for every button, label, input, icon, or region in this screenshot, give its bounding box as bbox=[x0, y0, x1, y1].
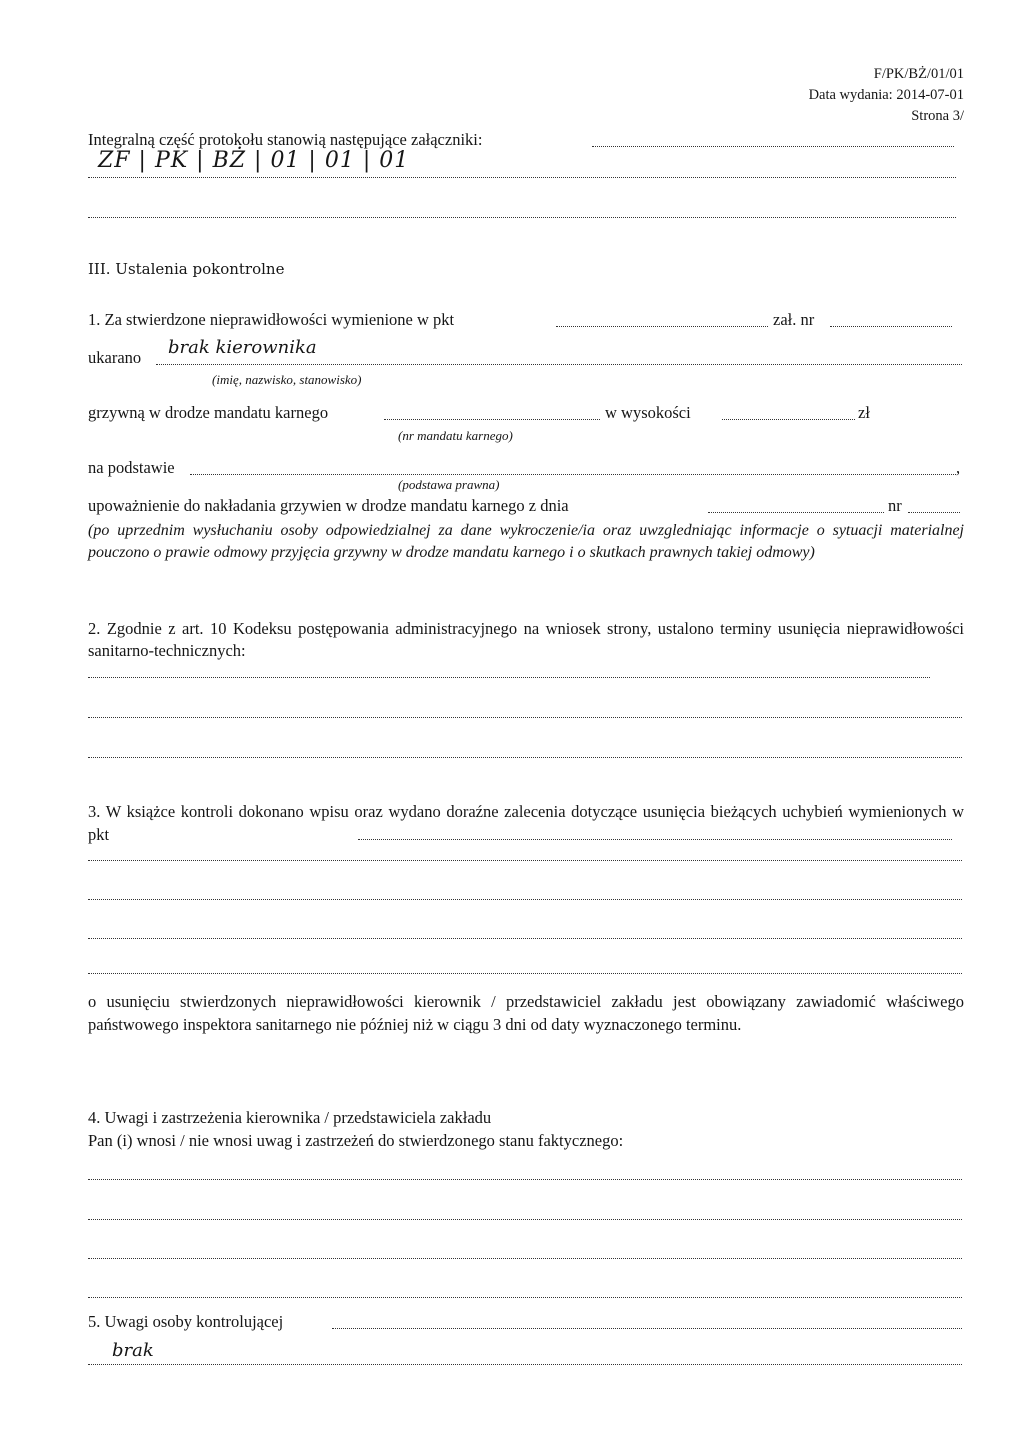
amount-label: w wysokości bbox=[605, 403, 691, 422]
page-number: Strona 3/ bbox=[911, 108, 964, 124]
attachments-line-1 bbox=[88, 177, 956, 178]
authorization-nr-line bbox=[908, 512, 960, 513]
section-title: III. Ustalenia pokontrolne bbox=[88, 260, 285, 278]
basis-label: na podstawie bbox=[88, 458, 175, 477]
basis-caption: (podstawa prawna) bbox=[398, 477, 500, 492]
notify-text: o usunięciu stwierdzonych nieprawidłowości kierownik / przedstawiciel zakładu jest obowiązany zawiadomić właściwego państwowego inspektora sanitarnego nie później niż w ciągu 3 dni od daty wyznaczonego terminu. bbox=[88, 992, 964, 1034]
item3-line-2 bbox=[88, 899, 962, 900]
item2-text: 2. Zgodnie z art. 10 Kodeksu postępowania administracyjnego na wniosek strony, ustalono terminy usunięcia nieprawidłowości sanitarno-technicznych: bbox=[88, 619, 964, 660]
attachments-line-2 bbox=[88, 217, 956, 218]
item4-line-4 bbox=[88, 1297, 962, 1298]
punished-line bbox=[156, 364, 962, 365]
attachments-label: Integralną część protokołu stanowią następujące załączniki: bbox=[88, 130, 483, 149]
item3-text: 3. W książce kontroli dokonano wpisu oraz wydano doraźne zalecenia dotyczące usunięcia bieżących uchybień wymienionych w pkt bbox=[88, 802, 964, 844]
item3-line-1 bbox=[88, 860, 962, 861]
item4-line-2 bbox=[88, 1219, 962, 1220]
item2-line-1 bbox=[88, 677, 930, 678]
person-caption: (imię, nazwisko, stanowisko) bbox=[212, 372, 362, 387]
fine-text: grzywną w drodze mandatu karnego bbox=[88, 403, 329, 422]
item1-pkt-line bbox=[556, 326, 768, 327]
issue-date: Data wydania: 2014-07-01 bbox=[808, 87, 964, 103]
authorization-date-line bbox=[708, 512, 884, 513]
item4-text: Pan (i) wnosi / nie wnosi uwag i zastrzeżeń do stwierdzonego stanu faktycznego: bbox=[88, 1131, 624, 1150]
item4-title: 4. Uwagi i zastrzeżenia kierownika / przedstawiciela zakładu bbox=[88, 1108, 492, 1127]
basis-comma: , bbox=[956, 458, 961, 477]
form-code: F/PK/BŻ/01/01 bbox=[873, 66, 964, 82]
item3-line-3 bbox=[88, 938, 962, 939]
attachments-handwritten: ZF | PK | BŻ | 01 | 01 | 01 bbox=[98, 148, 410, 173]
item1-att-line bbox=[830, 326, 952, 327]
amount-line bbox=[722, 419, 855, 420]
item2-line-2 bbox=[88, 717, 962, 718]
item3-line-4 bbox=[88, 973, 962, 974]
basis-line bbox=[190, 474, 956, 475]
item5-handwritten: brak bbox=[112, 1340, 154, 1361]
attachments-dotted-line bbox=[592, 146, 954, 147]
instruction-note: (po uprzednim wysłuchaniu osoby odpowiedzialnej za dane wykroczenie/ia oraz uwzgledniając informacje o sytuacji materialnej pouczono o prawie odmowy przyjęcia grzywny w drodze mandatu karnego i o skutkach prawnych takiej odmowy) bbox=[88, 522, 964, 561]
currency: zł bbox=[858, 403, 870, 422]
item2-line-3 bbox=[88, 757, 962, 758]
punished-label: ukarano bbox=[88, 348, 142, 367]
authorization-text: upoważnienie do nakładania grzywien w drodze mandatu karnego z dnia bbox=[88, 496, 569, 515]
ticket-line bbox=[384, 419, 600, 420]
item5-line-1 bbox=[88, 1364, 962, 1365]
item1-text: 1. Za stwierdzone nieprawidłowości wymienione w pkt bbox=[88, 310, 455, 329]
item4-line-3 bbox=[88, 1258, 962, 1259]
item1-att-label: zał. nr bbox=[773, 310, 815, 329]
item4-line-1 bbox=[88, 1179, 962, 1180]
item5-line-0 bbox=[332, 1328, 962, 1329]
item5-title: 5. Uwagi osoby kontrolującej bbox=[88, 1312, 284, 1331]
item3-pkt-line bbox=[358, 839, 952, 840]
ticket-caption: (nr mandatu karnego) bbox=[398, 428, 513, 443]
punished-handwritten: brak kierownika bbox=[168, 337, 317, 358]
authorization-nr-label: nr bbox=[888, 496, 902, 515]
